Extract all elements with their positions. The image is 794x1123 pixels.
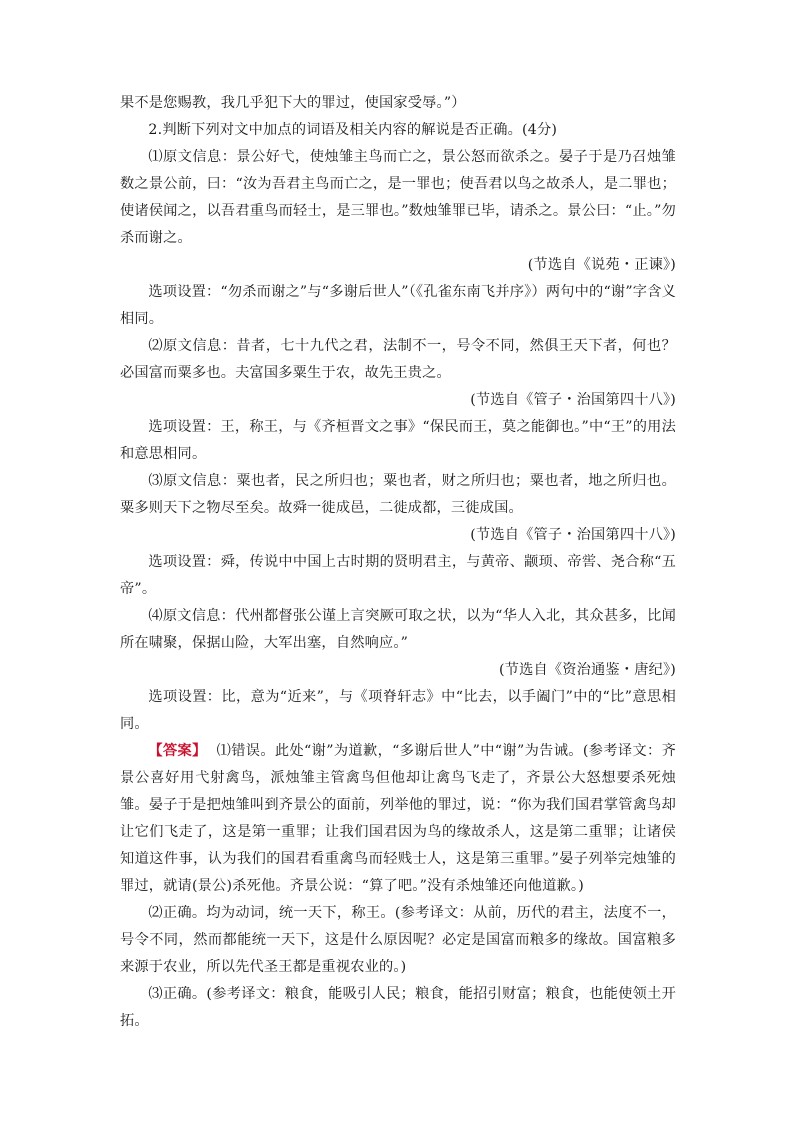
source-citation: (节选自《管子・治国第四十八》) bbox=[470, 392, 676, 408]
source-citation: (节选自《资治通鉴・唐纪》) bbox=[498, 662, 676, 678]
source-citation: (节选自《说苑・正谏》) bbox=[527, 257, 676, 273]
option-setting-3: 选项设置：舜，传说中中国上古时期的贤明君主，与黄帝、颛顼、帝喾、尧合称“五帝”。 bbox=[120, 554, 676, 597]
text-paragraph: 果不是您赐教，我几乎犯下大的罪过，使国家受辱。”） bbox=[120, 95, 466, 111]
option-setting-2: 选项设置：王，称王，与《齐桓晋文之事》“保民而王，莫之能御也。”中“王”的用法和意思相同。 bbox=[120, 419, 676, 462]
original-text-3: ⑶原文信息：粟也者，民之所归也；粟也者，财之所归也；粟也者，地之所归也。粟多则天下之物尽至矣。故舜一徙成邑，二徙成都，三徙成国。 bbox=[120, 473, 676, 516]
source-citation: (节选自《管子・治国第四十八》) bbox=[470, 527, 676, 543]
option-setting-1: 选项设置：“勿杀而谢之”与“多谢后世人”（《孔雀东南飞并序》）两句中的“谢”字含义相同。 bbox=[120, 284, 676, 327]
original-text-1: ⑴原文信息：景公好弋，使烛雏主鸟而亡之，景公怒而欲杀之。晏子于是乃召烛雏数之景公前，曰：“汝为吾君主鸟而亡之，是一罪也；使吾君以鸟之故杀人，是二罪也；使诸侯闻之，以吾君重鸟而轻士，是三罪也。”数烛雏罪已毕，请杀之。景公曰：“止。”勿杀而谢之。 bbox=[120, 149, 676, 246]
answer-text: ⑴错误。此处“谢”为道歉，“多谢后世人”中“谢”为告诫。(参考译文：齐景公喜好用弋射禽鸟，派烛雏主管禽鸟但他却让禽鸟飞走了，齐景公大怒想要杀死烛雏。晏子于是把烛雏叫到齐景公的面前，列举他的罪过，说：“你为我们国君掌管禽鸟却让它们飞走了，这是第一重罪；让我们国君因为鸟的缘故杀人，这是第二重罪；让诸侯知道这件事，认为我们的国君看重禽鸟而轻贱士人，这是第三重罪。”晏子列举完烛雏的罪过，就请(景公)杀死他。齐景公说：“算了吧。”没有杀烛雏还向他道歉。) bbox=[120, 743, 676, 894]
original-text-2: ⑵原文信息：昔者，七十九代之君，法制不一，号令不同，然俱王天下者，何也？必国富而粟多也。夫富国多粟生于农，故先王贵之。 bbox=[120, 338, 676, 381]
document-page bbox=[120, 90, 676, 1035]
original-text-4: ⑷原文信息：代州都督张公谨上言突厥可取之状，以为“华人入北，其众甚多，比闻所在啸聚，保据山险，大军出塞，自然响应。” bbox=[120, 608, 676, 651]
answer-item-3: ⑶正确。(参考译文：粮食，能吸引人民；粮食，能招引财富；粮食，也能使领土开拓。 bbox=[120, 986, 676, 1029]
option-setting-4: 选项设置：比，意为“近来”，与《项脊轩志》中“比去，以手阖门”中的“比”意思相同。 bbox=[120, 689, 676, 732]
answer-label: 【答案】 bbox=[148, 743, 207, 759]
question-heading: 2.判断下列对文中加点的词语及相关内容的解说是否正确。(4分) bbox=[148, 122, 558, 138]
answer-item-2: ⑵正确。均为动词，统一天下，称王。(参考译文：从前，历代的君主，法度不一，号令不同，然而都能统一天下，这是什么原因呢？必定是国富而粮多的缘故。国富粮多来源于农业，所以先代圣王都是重视农业的。) bbox=[120, 905, 676, 975]
answer-paragraph bbox=[120, 738, 676, 900]
